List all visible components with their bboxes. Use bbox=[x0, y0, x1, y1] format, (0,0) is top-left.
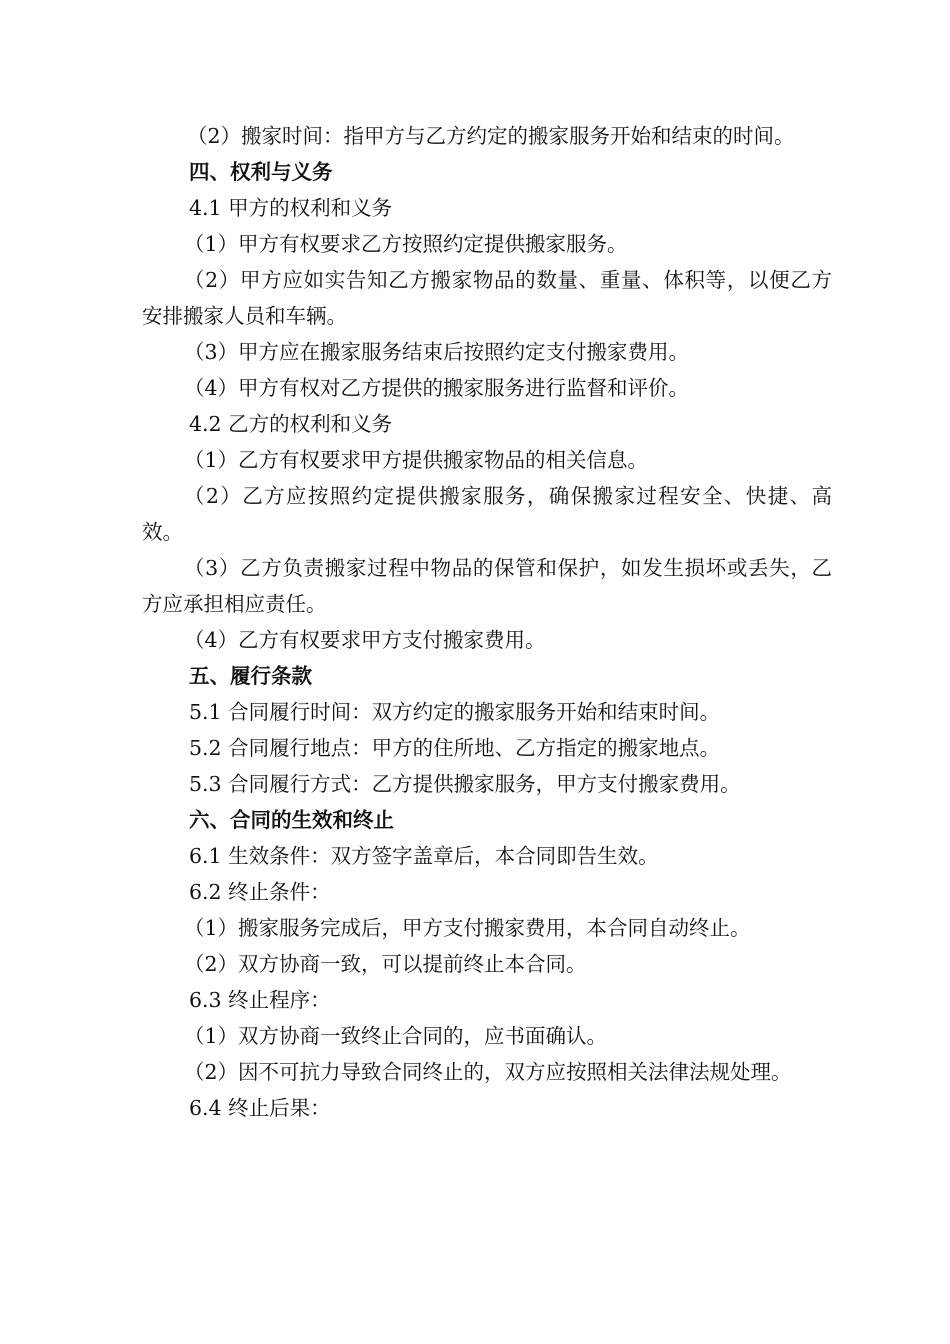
paragraph-termination-consequence: 6.4 终止后果： bbox=[189, 1096, 331, 1120]
paragraph-termination-procedure-1: （1）双方协商一致终止合同的，应书面确认。 bbox=[184, 1024, 608, 1048]
subsection-party-a-rights: 4.1 甲方的权利和义务 bbox=[189, 196, 393, 220]
paragraph-termination-procedure-2: （2）因不可抗力导致合同终止的，双方应按照相关法律法规处理。 bbox=[184, 1060, 792, 1084]
paragraph-effective-condition: 6.1 生效条件：双方签字盖章后，本合同即告生效。 bbox=[189, 844, 659, 868]
section-heading-effect-and-termination: 六、合同的生效和终止 bbox=[189, 808, 394, 832]
paragraph-party-b-right-3: （3）乙方负责搬家过程中物品的保管和保护，如发生损坏或丢失，乙方应承担相应责任。 bbox=[142, 556, 832, 616]
paragraph-termination-procedure: 6.3 终止程序： bbox=[189, 988, 331, 1012]
paragraph-termination-condition-1: （1）搬家服务完成后，甲方支付搬家费用，本合同自动终止。 bbox=[184, 916, 751, 940]
paragraph-party-b-right-2: （2）乙方应按照约定提供搬家服务，确保搬家过程安全、快捷、高效。 bbox=[142, 484, 832, 544]
paragraph-termination-condition-2: （2）双方协商一致，可以提前终止本合同。 bbox=[184, 952, 587, 976]
paragraph-performance-time: 5.1 合同履行时间：双方约定的搬家服务开始和结束时间。 bbox=[189, 700, 721, 724]
paragraph-party-a-right-1: （1）甲方有权要求乙方按照约定提供搬家服务。 bbox=[184, 232, 628, 256]
paragraph-termination-condition: 6.2 终止条件： bbox=[189, 880, 331, 904]
section-heading-performance-terms: 五、履行条款 bbox=[189, 664, 312, 688]
paragraph-party-b-right-4: （4）乙方有权要求甲方支付搬家费用。 bbox=[184, 628, 546, 652]
paragraph-party-a-right-4: （4）甲方有权对乙方提供的搬家服务进行监督和评价。 bbox=[184, 376, 690, 400]
paragraph-party-b-right-1: （1）乙方有权要求甲方提供搬家物品的相关信息。 bbox=[184, 448, 649, 472]
subsection-party-b-rights: 4.2 乙方的权利和义务 bbox=[189, 412, 393, 436]
paragraph-party-a-right-2: （2）甲方应如实告知乙方搬家物品的数量、重量、体积等，以便乙方安排搬家人员和车辆。 bbox=[142, 268, 832, 328]
paragraph-party-a-right-3: （3）甲方应在搬家服务结束后按照约定支付搬家费用。 bbox=[184, 340, 690, 364]
paragraph-moving-time: （2）搬家时间：指甲方与乙方约定的搬家服务开始和结束的时间。 bbox=[187, 124, 795, 148]
paragraph-performance-method: 5.3 合同履行方式：乙方提供搬家服务，甲方支付搬家费用。 bbox=[189, 772, 741, 796]
document-body bbox=[142, 118, 832, 1126]
section-heading-rights-and-obligations: 四、权利与义务 bbox=[189, 160, 333, 184]
paragraph-performance-place: 5.2 合同履行地点：甲方的住所地、乙方指定的搬家地点。 bbox=[189, 736, 721, 760]
